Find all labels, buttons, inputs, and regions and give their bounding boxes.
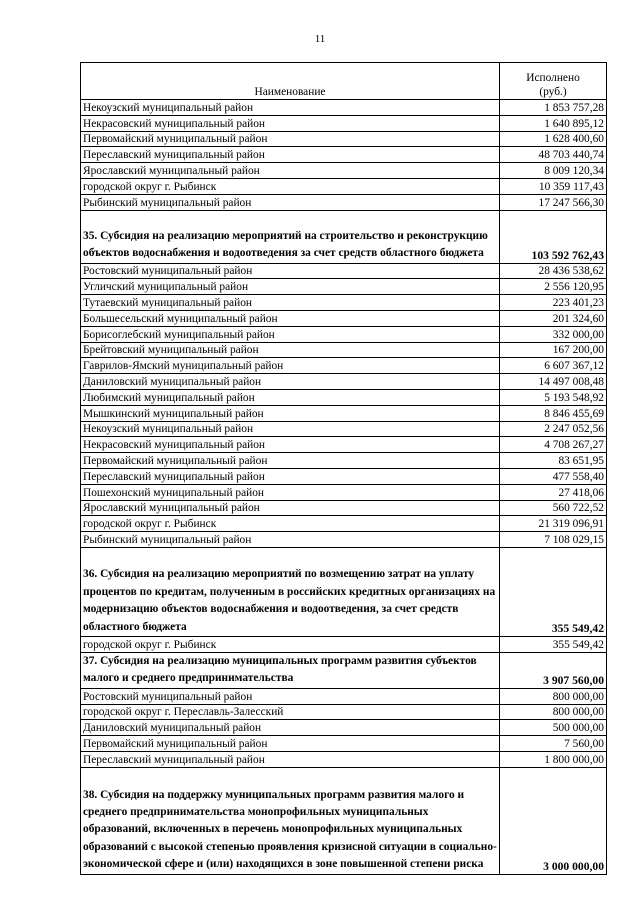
table-header-row (81, 63, 607, 100)
table-row (81, 295, 607, 311)
section-row (81, 547, 607, 636)
executed-amount: 1 853 757,28 (500, 100, 607, 116)
table-row (81, 279, 607, 295)
table-row (81, 131, 607, 147)
municipality-name: Ростовский муниципальный район (81, 263, 500, 279)
table-row (81, 516, 607, 532)
executed-amount: 28 436 538,62 (500, 263, 607, 279)
executed-amount: 223 401,23 (500, 295, 607, 311)
table-body (81, 100, 607, 875)
municipality-name: городской округ г. Рыбинск (81, 516, 500, 532)
executed-amount: 332 000,00 (500, 326, 607, 342)
table-row (81, 405, 607, 421)
budget-table (80, 62, 607, 875)
municipality-name: Гаврилов-Ямский муниципальный район (81, 358, 500, 374)
executed-amount: 17 247 566,30 (500, 194, 607, 210)
executed-amount: 7 108 029,15 (500, 532, 607, 548)
executed-amount: 8 009 120,34 (500, 163, 607, 179)
executed-amount: 560 722,52 (500, 500, 607, 516)
executed-amount: 2 556 120,95 (500, 279, 607, 295)
municipality-name: Некоузский муниципальный район (81, 421, 500, 437)
executed-amount: 800 000,00 (500, 704, 607, 720)
table-row (81, 532, 607, 548)
table-row (81, 484, 607, 500)
table-row (81, 453, 607, 469)
section-total: 3 000 000,00 (500, 767, 607, 874)
page-number: 11 (314, 33, 326, 45)
table-row (81, 389, 607, 405)
executed-amount: 14 497 008,48 (500, 374, 607, 390)
executed-amount: 83 651,95 (500, 453, 607, 469)
table-row (81, 688, 607, 704)
section-total: 103 592 762,43 (500, 210, 607, 263)
municipality-name: Некоузский муниципальный район (81, 100, 500, 116)
table-row (81, 100, 607, 116)
municipality-name: городской округ г. Рыбинск (81, 178, 500, 194)
table-row (81, 326, 607, 342)
executed-amount: 4 708 267,27 (500, 437, 607, 453)
executed-amount: 1 628 400,60 (500, 131, 607, 147)
executed-amount: 355 549,42 (500, 636, 607, 652)
municipality-name: Борисоглебский муниципальный район (81, 326, 500, 342)
municipality-name: Даниловский муниципальный район (81, 720, 500, 736)
table-row (81, 342, 607, 358)
executed-amount: 500 000,00 (500, 720, 607, 736)
section-total: 355 549,42 (500, 547, 607, 636)
executed-amount: 10 359 117,43 (500, 178, 607, 194)
municipality-name: Рыбинский муниципальный район (81, 194, 500, 210)
municipality-name: Некрасовский муниципальный район (81, 437, 500, 453)
table-row (81, 310, 607, 326)
municipality-name: Ярославский муниципальный район (81, 500, 500, 516)
section-total: 3 907 560,00 (500, 652, 607, 688)
table-row (81, 636, 607, 652)
municipality-name: Пошехонский муниципальный район (81, 484, 500, 500)
executed-amount: 201 324,60 (500, 310, 607, 326)
municipality-name: Ростовский муниципальный район (81, 688, 500, 704)
table-row (81, 736, 607, 752)
municipality-name: городской округ г. Переславль-Залесский (81, 704, 500, 720)
table-row (81, 178, 607, 194)
table-row (81, 421, 607, 437)
section-row (81, 767, 607, 874)
table-row (81, 263, 607, 279)
section-title: 37. Субсидия на реализацию муниципальных программ развития субъектов малого и среднего предпринимательства (81, 652, 500, 688)
table-row (81, 751, 607, 767)
executed-amount: 5 193 548,92 (500, 389, 607, 405)
municipality-name: Переславский муниципальный район (81, 751, 500, 767)
executed-amount: 167 200,00 (500, 342, 607, 358)
municipality-name: Тутаевский муниципальный район (81, 295, 500, 311)
municipality-name: Даниловский муниципальный район (81, 374, 500, 390)
municipality-name: Ярославский муниципальный район (81, 163, 500, 179)
executed-amount: 477 558,40 (500, 468, 607, 484)
executed-amount: 27 418,06 (500, 484, 607, 500)
municipality-name: Большесельский муниципальный район (81, 310, 500, 326)
executed-amount: 1 640 895,12 (500, 115, 607, 131)
municipality-name: Переславский муниципальный район (81, 468, 500, 484)
municipality-name: Мышкинский муниципальный район (81, 405, 500, 421)
section-title: 35. Субсидия на реализацию мероприятий на строительство и реконструкцию объектов водоснабжения и водоотведения за счет средств областного бюджета (81, 210, 500, 263)
section-row (81, 652, 607, 688)
table-row (81, 468, 607, 484)
executed-amount: 8 846 455,69 (500, 405, 607, 421)
municipality-name: Брейтовский муниципальный район (81, 342, 500, 358)
table-row (81, 358, 607, 374)
executed-amount: 2 247 052,56 (500, 421, 607, 437)
municipality-name: Рыбинский муниципальный район (81, 532, 500, 548)
municipality-name: городской округ г. Рыбинск (81, 636, 500, 652)
table-row (81, 194, 607, 210)
table-row (81, 374, 607, 390)
column-header-value-line2: (руб.) (539, 86, 567, 98)
municipality-name: Любимский муниципальный район (81, 389, 500, 405)
section-title: 36. Субсидия на реализацию мероприятий по возмещению затрат на уплату процентов по кредитам, полученным в российских кредитных организациях на модернизацию объектов водоснабжения и водоотведения, за счет средств областного бюджета (81, 547, 500, 636)
municipality-name: Некрасовский муниципальный район (81, 115, 500, 131)
column-header-value-line1: Исполнено (526, 72, 580, 84)
section-title: 38. Субсидия на поддержку муниципальных программ развития малого и среднего предпринимательства монопрофильных муниципальных образований, включенных в перечень монопрофильных муниципальных образований с высокой степенью проявления кризисной ситуации в социально-экономической сфере и (или) находящихся в зоне повышенной степени риска (81, 767, 500, 874)
table-row (81, 704, 607, 720)
executed-amount: 1 800 000,00 (500, 751, 607, 767)
municipality-name: Угличский муниципальный район (81, 279, 500, 295)
executed-amount: 800 000,00 (500, 688, 607, 704)
column-header-value (500, 63, 607, 100)
executed-amount: 21 319 096,91 (500, 516, 607, 532)
table-row (81, 163, 607, 179)
table-row (81, 500, 607, 516)
executed-amount: 7 560,00 (500, 736, 607, 752)
municipality-name: Переславский муниципальный район (81, 147, 500, 163)
table-row (81, 720, 607, 736)
municipality-name: Первомайский муниципальный район (81, 736, 500, 752)
table-row (81, 437, 607, 453)
table-row (81, 115, 607, 131)
executed-amount: 6 607 367,12 (500, 358, 607, 374)
table-row (81, 147, 607, 163)
executed-amount: 48 703 440,74 (500, 147, 607, 163)
municipality-name: Первомайский муниципальный район (81, 131, 500, 147)
municipality-name: Первомайский муниципальный район (81, 453, 500, 469)
column-header-name: Наименование (81, 63, 500, 100)
section-row (81, 210, 607, 263)
